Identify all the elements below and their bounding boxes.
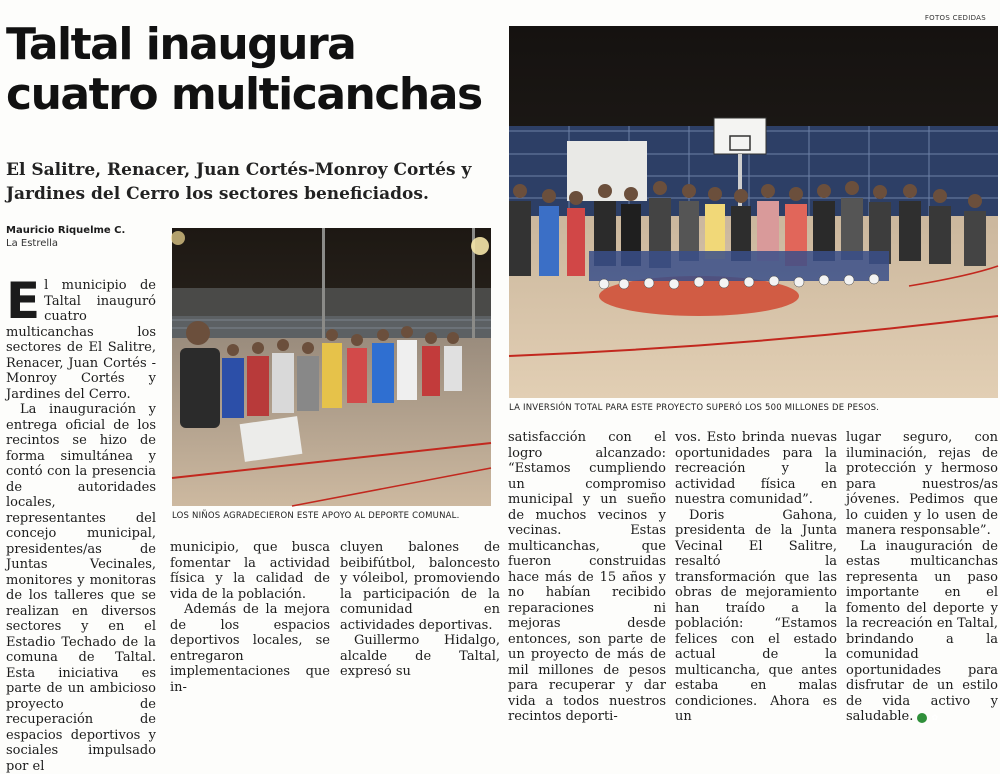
paragraph: vos. Esto brinda nuevas oportunidades para la recreación y la actividad física en nuestra comunidad”. [675, 430, 837, 507]
photo-group-court [509, 26, 998, 398]
paragraph: municipio, que busca fomentar la actividad física y la calidad de vida de la población. [170, 540, 330, 602]
outlet-name: La Estrella [6, 238, 59, 249]
photo-caption-2: LA INVERSIÓN TOTAL PARA ESTE PROYECTO SUPERÓ LOS 500 MILLONES DE PESOS. [509, 403, 880, 413]
body-column-5 [675, 430, 837, 724]
closing-text: La inauguración de estas multicanchas representa un paso importante en el fomento del deporte y la recreación en Taltal, brindando a la comunidad oportunidades para disfrutar de un estilo de vida activo y saludable. [846, 538, 998, 724]
paragraph: cluyen balones de beibifútbol, baloncesto y vóleibol, promoviendo la participación de la comunidad en actividades deportivas. [340, 540, 500, 633]
photo-children-court [172, 228, 491, 506]
paragraph: lugar seguro, con iluminación, rejas de protección y hermoso para nuestros/as jóvenes. Pedimos que lo cuiden y lo usen de manera responsable”. [846, 430, 998, 538]
paragraph-intro: l municipio de Taltal inauguró cuatro multicanchas los sectores de El Salitre, Renacer, Juan Cortés - Monroy Cortés y Jardines del Cerro. [6, 278, 156, 402]
headline: Taltal inaugura cuatro multicanchas [6, 19, 482, 120]
byline [6, 224, 125, 250]
paragraph [846, 539, 998, 725]
body-column-2 [170, 540, 330, 695]
photo-caption-1: LOS NIÑOS AGRADECIERON ESTE APOYO AL DEPORTE COMUNAL. [172, 511, 460, 521]
paragraph: satisfacción con el logro alcanzado: “Estamos cumpliendo un compromiso municipal y un sueño de muchos vecinos y vecinas. Estas multicanchas, que fueron construidas hace más de 15 años y no habían recibido reparaciones ni mejoras desde entonces, son parte de un proyecto de más de mil millones de pesos para recuperar y dar vida a todos nuestros recintos deporti- [508, 430, 666, 724]
photo-credit: FOTOS CEDIDAS [924, 14, 986, 22]
paragraph: Además de la mejora de los espacios deportivos locales, se entregaron implementaciones que in- [170, 602, 330, 695]
body-column-3 [340, 540, 500, 679]
author-name: Mauricio Riquelme C. [6, 225, 126, 236]
body-column-6 [846, 430, 998, 724]
subheadline: El Salitre, Renacer, Juan Cortés-Monroy Cortés y Jardines del Cerro los sectores beneficiados. [6, 160, 472, 204]
paragraph: Doris Gahona, presidenta de la Junta Vecinal El Salitre, resaltó la transformación que las obras de mejoramiento han traído a la población: “Estamos felices con el estado actual de la multicancha, que antes estaba en malas condiciones. Ahora es un [675, 507, 837, 724]
paragraph: La inauguración y entrega oficial de los recintos se hizo de forma simultánea y contó con la presencia de autoridades locales, representantes del concejo municipal, presidentes/as de Juntas Vecinales, monitores y monitoras de los talleres que se realizan en diversos sectores y en el Estadio Techado de la comuna de Taltal. Esta iniciativa es parte de un ambicioso proyecto de recuperación de espacios deportivos y sociales impulsado por el [6, 402, 156, 774]
paragraph: Guillermo Hidalgo, alcalde de Taltal, expresó su [340, 633, 500, 679]
body-column-1 [6, 272, 156, 774]
body-column-4 [508, 430, 666, 724]
end-of-article-icon: ✿ [917, 713, 927, 723]
drop-cap: E [6, 272, 41, 330]
